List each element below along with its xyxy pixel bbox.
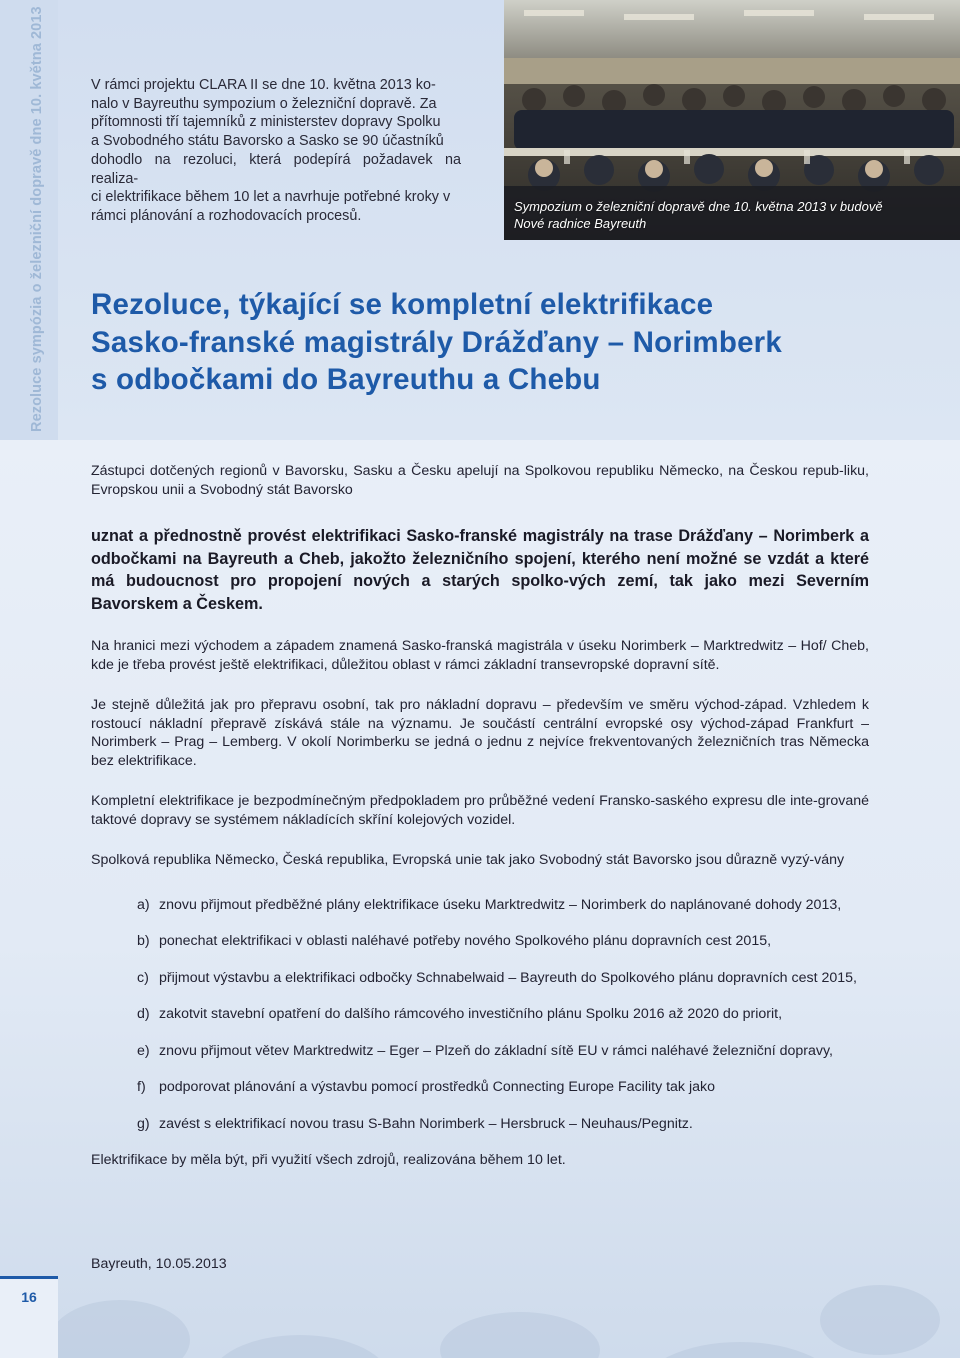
list-item-text: ponechat elektrifikaci v oblasti naléhavé potřeby nového Spolkového plánu dopravních cest 2015, [159, 933, 772, 949]
headline-line-1: Rezoluce, týkající se kompletní elektrifikace [91, 288, 714, 321]
list-item-letter: f) [137, 1079, 146, 1095]
list-item [91, 896, 869, 915]
headline-line-3: s odbočkami do Bayreuthu a Chebu [91, 363, 601, 396]
paragraph-border-region: Na hranici mezi východem a západem znamená Sasko-franská magistrála v úseku Norimberk – Marktredwitz – Hof/ Cheb, kde je třeba provést ještě elektrifikaci, důležitou oblast v rámci základní transevropské dopravní sítě. [91, 638, 869, 673]
list-item-text: podporovat plánování a výstavbu pomocí prostředků Connecting Europe Facility tak jako [159, 1079, 715, 1095]
list-item-text: znovu přijmout předběžné plány elektrifikace úseku Marktredwitz – Norimberk do naplánované dohody 2013, [159, 896, 842, 913]
caption-line-2: Nové radnice Bayreuth [514, 216, 647, 231]
headline-line-2: Sasko-franské magistrály Drážďany – Norimberk [91, 325, 782, 359]
list-item [91, 969, 869, 988]
intro-line: nalo v Bayreuthu sympozium o železniční dopravě. Za [91, 95, 437, 112]
list-item-letter: b) [137, 933, 150, 949]
vertical-section-title [29, 6, 45, 432]
intro-line: rámci plánování a rozhodovacích procesů. [91, 207, 362, 224]
intro-line: přítomnosti tří tajemníků z ministerstev dopravy Spolku [91, 114, 441, 131]
list-item-letter: d) [137, 1006, 150, 1022]
list-item-letter: g) [137, 1115, 150, 1132]
list-item [91, 1005, 869, 1024]
resolution-headline [91, 286, 851, 399]
caption-line-1: Sympozium o železniční dopravě dne 10. května 2013 v budově [514, 199, 883, 214]
intro-line: a Svobodného státu Bavorsko a Sasko se 90 účastníků [91, 133, 444, 150]
list-item-letter: a) [137, 896, 150, 913]
list-item [91, 932, 869, 951]
list-item-text: zavést s elektrifikací novou trasu S-Bahn Norimberk – Hersbruck – Neuhaus/Pegnitz. [159, 1115, 693, 1132]
vertical-title-text: Rezoluce sympózia o železniční dopravě dne 10. května 2013 [29, 6, 45, 432]
address-paragraph: Zástupci dotčených regionů v Bavorsku, Sasku a Česku apelují na Spolkovou republiku Německo, na Českou repub-liku, Evropskou unii a Svobodný stát Bavorsko [91, 463, 869, 498]
main-demand: uznat a přednostně provést elektrifikaci Sasko-franské magistrály na trase Drážďany – Norimberk a odbočkami na Bayreuth a Cheb, jakožto železničního spojení, kterého není možné se vzdát a které má budoucnost pro propojení nových a starých spolko-vých zemí, tak jako mezi Severním Bavorskem a Českem. [91, 527, 869, 613]
list-item [91, 1042, 869, 1061]
list-item-text: přijmout výstavbu a elektrifikaci odbočky Schnabelwaid – Bayreuth do Spolkového plánu dopravních cest 2015, [159, 969, 857, 986]
list-item-text: zakotvit stavební opatření do dalšího rámcového investičního plánu Spolku 2016 až 2020 do priorit, [159, 1006, 783, 1022]
intro-line: V rámci projektu CLARA II se dne 10. května 2013 ko- [91, 77, 436, 93]
paragraph-appeal: Spolková republika Německo, Česká republika, Evropská unie tak jako Svobodný stát Bavorsko jsou důrazně vyzý-vány [91, 852, 845, 868]
resolution-body [91, 462, 869, 1170]
closing-statement: Elektrifikace by měla být, při využití všech zdrojů, realizována během 10 let. [91, 1152, 566, 1168]
photo-caption [514, 198, 954, 232]
intro-paragraph [91, 76, 461, 226]
intro-line: dohodlo na rezoluci, která podepírá požadavek na realiza- [91, 151, 461, 187]
list-item-letter: e) [137, 1042, 150, 1059]
place-and-date: Bayreuth, 10.05.2013 [91, 1256, 227, 1272]
page-number: 16 [21, 1289, 37, 1305]
list-item-text: znovu přijmout větev Marktredwitz – Eger – Plzeň do základní sítě EU v rámci naléhavé železniční dopravy, [159, 1042, 833, 1059]
list-item [91, 1115, 869, 1134]
list-item [91, 1078, 869, 1097]
demands-list [91, 896, 869, 1134]
list-item-letter: c) [137, 969, 149, 986]
paragraph-electrification: Kompletní elektrifikace je bezpodmínečným předpokladem pro průběžné vedení Fransko-saského expresu dle inte-grované taktové dopravy se systémem nákladících skříní kolejových vozidel. [91, 793, 869, 828]
intro-line: ci elektrifikace během 10 let a navrhuje potřebné kroky v [91, 189, 451, 206]
paragraph-importance: Je stejně důležitá jak pro přepravu osobní, tak pro nákladní dopravu – především ve směru východ-západ. Vzhledem k rostoucí nákladní přepravě získává stále na významu. Je součástí centrální evropské osy východ-západ Frankfurt – Norimberk – Prag – Lemberg. V okolí Norimberku se jedná o jednu z nejvíce frekventovaných železničních tras Německa bez elektrifikace. [91, 697, 869, 769]
backdrop-texture [0, 1200, 960, 1358]
